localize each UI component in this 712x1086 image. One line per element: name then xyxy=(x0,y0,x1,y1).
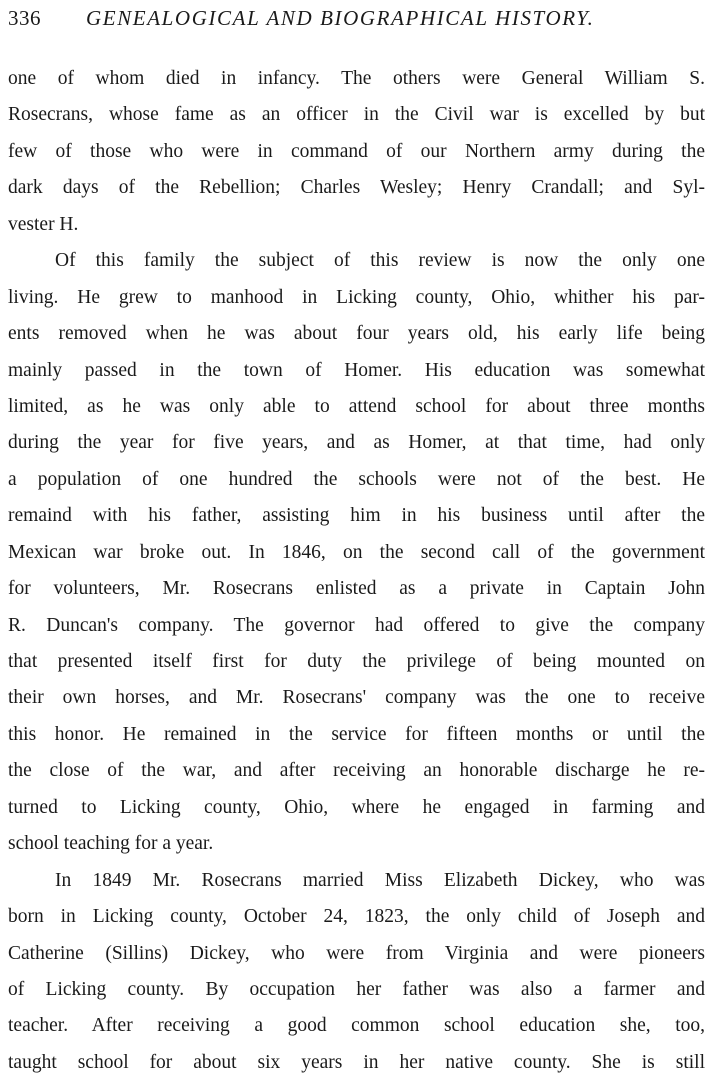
page-header xyxy=(8,6,708,36)
text-line: for volunteers, Mr. Rosecrans enlisted as a private in Captain John xyxy=(8,578,705,600)
text-line: dark days of the Rebellion; Charles Wesley; Henry Crandall; and Syl- xyxy=(8,177,705,199)
text-line: their own horses, and Mr. Rosecrans' company was the one to receive xyxy=(8,687,705,709)
text-line: born in Licking county, October 24, 1823, the only child of Joseph and xyxy=(8,906,705,928)
text-line: limited, as he was only able to attend school for about three months xyxy=(8,395,705,417)
text-line: of Licking county. By occupation her father was also a farmer and xyxy=(8,978,705,1000)
text-line: this honor. He remained in the service for fifteen months or until the xyxy=(8,723,705,745)
text-line: ents removed when he was about four years old, his early life being xyxy=(8,323,705,345)
text-line: teacher. After receiving a good common school education she, too, xyxy=(8,1015,705,1037)
text-line: one of whom died in infancy. The others were General William S. xyxy=(8,68,705,89)
running-head: GENEALOGICAL AND BIOGRAPHICAL HISTORY. xyxy=(86,6,595,30)
text-line: the close of the war, and after receiving an honorable discharge he re- xyxy=(8,760,705,782)
text-line: Rosecrans, whose fame as an officer in the Civil war is excelled by but xyxy=(8,104,705,126)
text-line: a population of one hundred the schools were not of the best. He xyxy=(8,468,705,490)
text-line: turned to Licking county, Ohio, where he engaged in farming and xyxy=(8,796,705,818)
text-line: Catherine (Sillins) Dickey, who were from Virginia and were pioneers xyxy=(8,942,705,964)
text-line: vester H. xyxy=(8,213,79,235)
body-text xyxy=(8,61,705,1081)
text-line: Of this family the subject of this review is now the only one xyxy=(55,250,705,272)
text-line: remaind with his father, assisting him in his business until after the xyxy=(8,505,705,527)
text-line: during the year for five years, and as Homer, at that time, had only xyxy=(8,432,705,454)
text-line: mainly passed in the town of Homer. His education was somewhat xyxy=(8,359,705,381)
text-line: few of those who were in command of our Northern army during the xyxy=(8,140,705,162)
text-line: Mexican war broke out. In 1846, on the second call of the government xyxy=(8,541,705,563)
text-line: school teaching for a year. xyxy=(8,833,214,855)
text-line: In 1849 Mr. Rosecrans married Miss Elizabeth Dickey, who was xyxy=(55,869,705,891)
page-number: 336 xyxy=(8,6,41,30)
text-line: R. Duncan's company. The governor had offered to give the company xyxy=(8,614,705,636)
text-line: taught school for about six years in her native county. She is still xyxy=(8,1051,705,1073)
text-line: that presented itself first for duty the privilege of being mounted on xyxy=(8,651,705,672)
text-line: living. He grew to manhood in Licking county, Ohio, whither his par- xyxy=(8,286,705,308)
